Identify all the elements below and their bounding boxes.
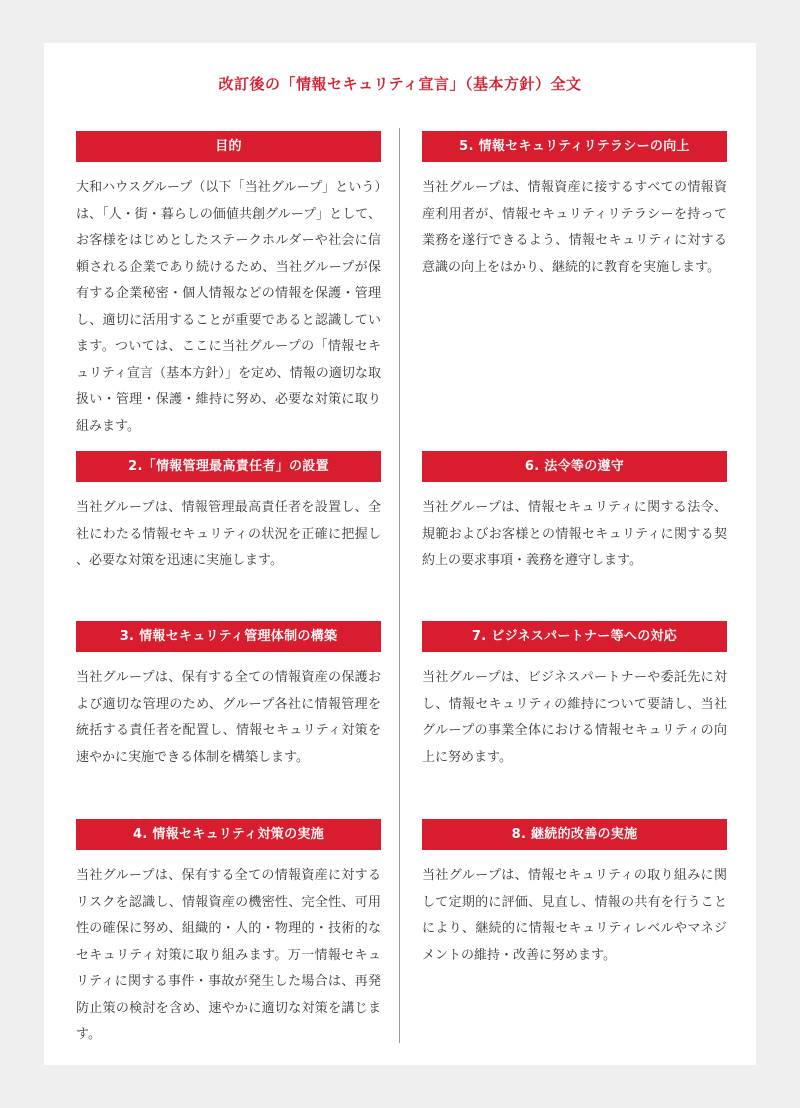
section-2 xyxy=(76,451,381,575)
section-body: 当社グループは、保有する全ての情報資産に対するリスクを認識し、情報資産の機密性、完全性、可用性の確保に努め、組織的・人的・物理的・技術的なセキュリティ対策に取り組みます。万一情報セキュリティに関する事件・事故が発生した場合は、再発防止策の検討を含め、速やかに適切な対策を講じます。 xyxy=(76,868,381,1042)
section-body: 当社グループは、情報セキュリティの取り組みに関して定期的に評価、見直し、情報の共有を行うことにより、継続的に情報セキュリティレベルやマネジメントの維持・改善に努めます。 xyxy=(422,868,727,963)
page-title: 改訂後の「情報セキュリティ宣言」（基本方針）全文 xyxy=(218,75,582,93)
section-4 xyxy=(76,819,381,1049)
section-5 xyxy=(422,131,727,281)
section-heading: 6. 法令等の遵守 xyxy=(422,451,727,482)
section-heading: 3. 情報セキュリティ管理体制の構築 xyxy=(76,621,381,652)
section-heading: 2.「情報管理最高責任者」の設置 xyxy=(76,451,381,482)
section-heading: 7. ビジネスパートナー等への対応 xyxy=(422,621,727,652)
section-8 xyxy=(422,819,727,969)
column-divider xyxy=(399,128,400,1043)
section-heading: 4. 情報セキュリティ対策の実施 xyxy=(76,819,381,850)
section-7 xyxy=(422,621,727,771)
section-body: 当社グループは、保有する全ての情報資産の保護および適切な管理のため、グループ各社に情報管理を統括する責任者を配置し、情報セキュリティ対策を速やかに実施できる体制を構築します。 xyxy=(76,670,381,765)
section-body: 当社グループは、情報資産に接するすべての情報資産利用者が、情報セキュリティリテラシーを持って業務を遂行できるよう、情報セキュリティに対する意識の向上をはかり、継続的に教育を実施します。 xyxy=(422,180,727,275)
section-heading: 8. 継続的改善の実施 xyxy=(422,819,727,850)
section-6 xyxy=(422,451,727,575)
section-body: 当社グループは、情報管理最高責任者を設置し、全社にわたる情報セキュリティの状況を正確に把握し、必要な対策を迅速に実施します。 xyxy=(76,500,381,568)
section-body: 大和ハウスグループ（以下「当社グループ」という）は、「人・街・暮らしの価値共創グループ」として、お客様をはじめとしたステークホルダーや社会に信頼される企業であり続けるため、当社グループが保有する企業秘密・個人情報などの情報を保護・管理し、適切に活用することが重要であると認識しています。ついては、ここに当社グループの「情報セキュリティ宣言（基本方針）」を定め、情報の適切な取扱い・管理・保護・維持に努め、必要な対策に取り組みます。 xyxy=(76,180,381,434)
section-purpose xyxy=(76,131,381,440)
section-heading: 5. 情報セキュリティリテラシーの向上 xyxy=(422,131,727,162)
section-body: 当社グループは、ビジネスパートナーや委託先に対し、情報セキュリティの維持について要請し、当社グループの事業全体における情報セキュリティの向上に努めます。 xyxy=(422,670,727,765)
section-heading: 目的 xyxy=(76,131,381,162)
declaration-card xyxy=(44,43,756,1065)
section-3 xyxy=(76,621,381,771)
section-body: 当社グループは、情報セキュリティに関する法令、規範およびお客様との情報セキュリティに関する契約上の要求事項・義務を遵守します。 xyxy=(422,500,727,568)
